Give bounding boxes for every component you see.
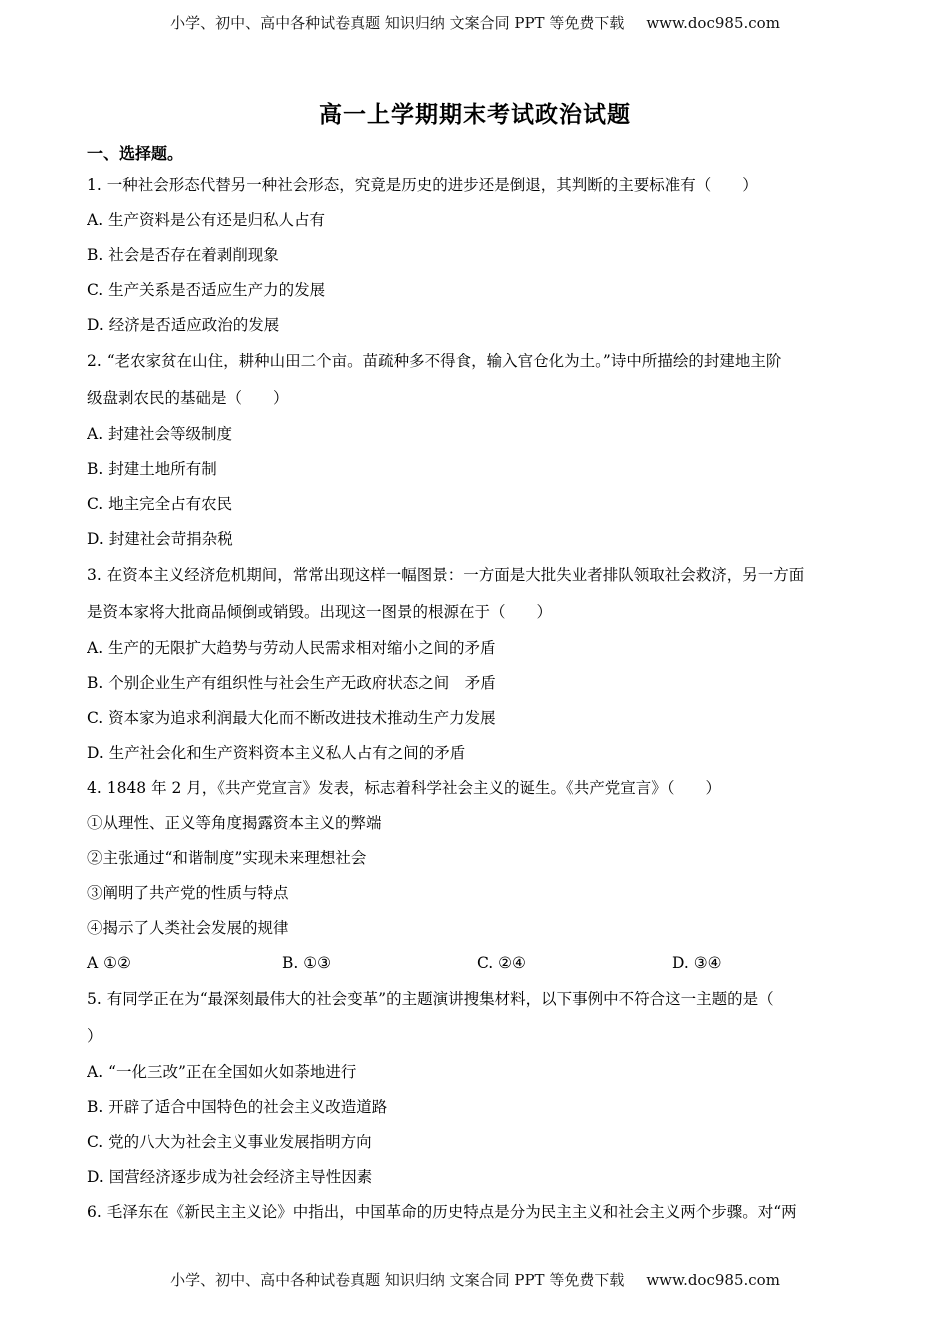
question-3-option-d: D. 生产社会化和生产资料资本主义私人占有之间的矛盾 — [87, 744, 466, 762]
page-title: 高一上学期期末考试政治试题 — [319, 101, 631, 128]
question-4-option-a: A ①② — [87, 954, 131, 972]
question-4-option-c: C. ②④ — [477, 954, 526, 972]
question-2-option-a: A. 封建社会等级制度 — [87, 425, 233, 443]
question-2-option-b: B. 封建土地所有制 — [87, 460, 217, 478]
question-4-options — [87, 946, 877, 981]
question-4-option-d: D. ③④ — [672, 954, 722, 972]
question-3-option-c: C. 资本家为追求利润最大化而不断改进技术推动生产力发展 — [87, 709, 496, 727]
question-5-option-d: D. 国营经济逐步成为社会经济主导性因素 — [87, 1168, 373, 1186]
footer-site-link[interactable]: www.doc985.com — [646, 1271, 780, 1289]
question-4-item-4: ④揭示了人类社会发展的规律 — [87, 919, 289, 937]
question-2-option-d: D. 封建社会苛捐杂税 — [87, 530, 233, 548]
question-3-option-a: A. 生产的无限扩大趋势与劳动人民需求相对缩小之间的矛盾 — [87, 639, 496, 657]
question-2-option-c: C. 地主完全占有农民 — [87, 495, 233, 513]
question-5-option-c: C. 党的八大为社会主义事业发展指明方向 — [87, 1133, 372, 1151]
section-title: 一、选择题。 — [87, 144, 184, 163]
question-1-option-a: A. 生产资料是公有还是归私人占有 — [87, 211, 326, 229]
question-5-option-b: B. 开辟了适合中国特色的社会主义改造道路 — [87, 1098, 388, 1116]
question-4-item-3: ③阐明了共产党的性质与特点 — [87, 884, 289, 902]
question-1-option-c: C. 生产关系是否适应生产力的发展 — [87, 281, 326, 299]
question-3-stem-line-1: 3. 在资本主义经济危机期间，常常出现这样一幅图景：一方面是大批失业者排队领取社会救济，另一方面 — [87, 566, 805, 584]
page-header — [0, 12, 950, 33]
question-4-option-b: B. ①③ — [282, 954, 332, 972]
question-5-stem-line-1: 5. 有同学正在为“最深刻最伟大的社会变革”的主题演讲搜集材料，以下事例中不符合这一主题的是（ — [87, 990, 774, 1008]
question-5-stem-line-2: ） — [87, 1027, 103, 1045]
question-6-stem: 6. 毛泽东在《新民主主义论》中指出，中国革命的历史特点是分为民主主义和社会主义两个步骤。对“两 — [87, 1203, 797, 1221]
question-4-item-2: ②主张通过“和谐制度”实现未来理想社会 — [87, 849, 367, 867]
exam-content — [87, 140, 877, 1230]
page-footer — [0, 1269, 950, 1290]
question-4-stem: 4. 1848 年 2 月，《共产党宣言》发表，标志着科学社会主义的诞生。《共产党宣言》（ ） — [87, 779, 722, 797]
question-2-stem-line-1: 2. “老农家贫在山住，耕种山田二个亩。苗疏种多不得食，输入官仓化为土。”诗中所描绘的封建地主阶 — [87, 352, 782, 370]
question-4-item-1: ①从理性、正义等角度揭露资本主义的弊端 — [87, 814, 382, 832]
question-3-option-b: B. 个别企业生产有组织性与社会生产无政府状态之间 矛盾 — [87, 674, 496, 692]
question-5-option-a: A. “一化三改”正在全国如火如荼地进行 — [87, 1063, 357, 1081]
header-site-link[interactable]: www.doc985.com — [646, 14, 780, 32]
question-3-stem-line-2: 是资本家将大批商品倾倒或销毁。出现这一图景的根源在于（ ） — [87, 603, 553, 621]
header-text: 小学、初中、高中各种试卷真题 知识归纳 文案合同 PPT 等免费下载 — [170, 14, 625, 32]
question-1-stem: 1. 一种社会形态代替另一种社会形态，究竟是历史的进步还是倒退，其判断的主要标准有（ ） — [87, 176, 758, 194]
question-1-option-b: B. 社会是否存在着剥削现象 — [87, 246, 279, 264]
question-1-option-d: D. 经济是否适应政治的发展 — [87, 316, 280, 334]
question-2-stem-line-2: 级盘剥农民的基础是（ ） — [87, 389, 289, 407]
footer-text: 小学、初中、高中各种试卷真题 知识归纳 文案合同 PPT 等免费下载 — [170, 1271, 625, 1289]
